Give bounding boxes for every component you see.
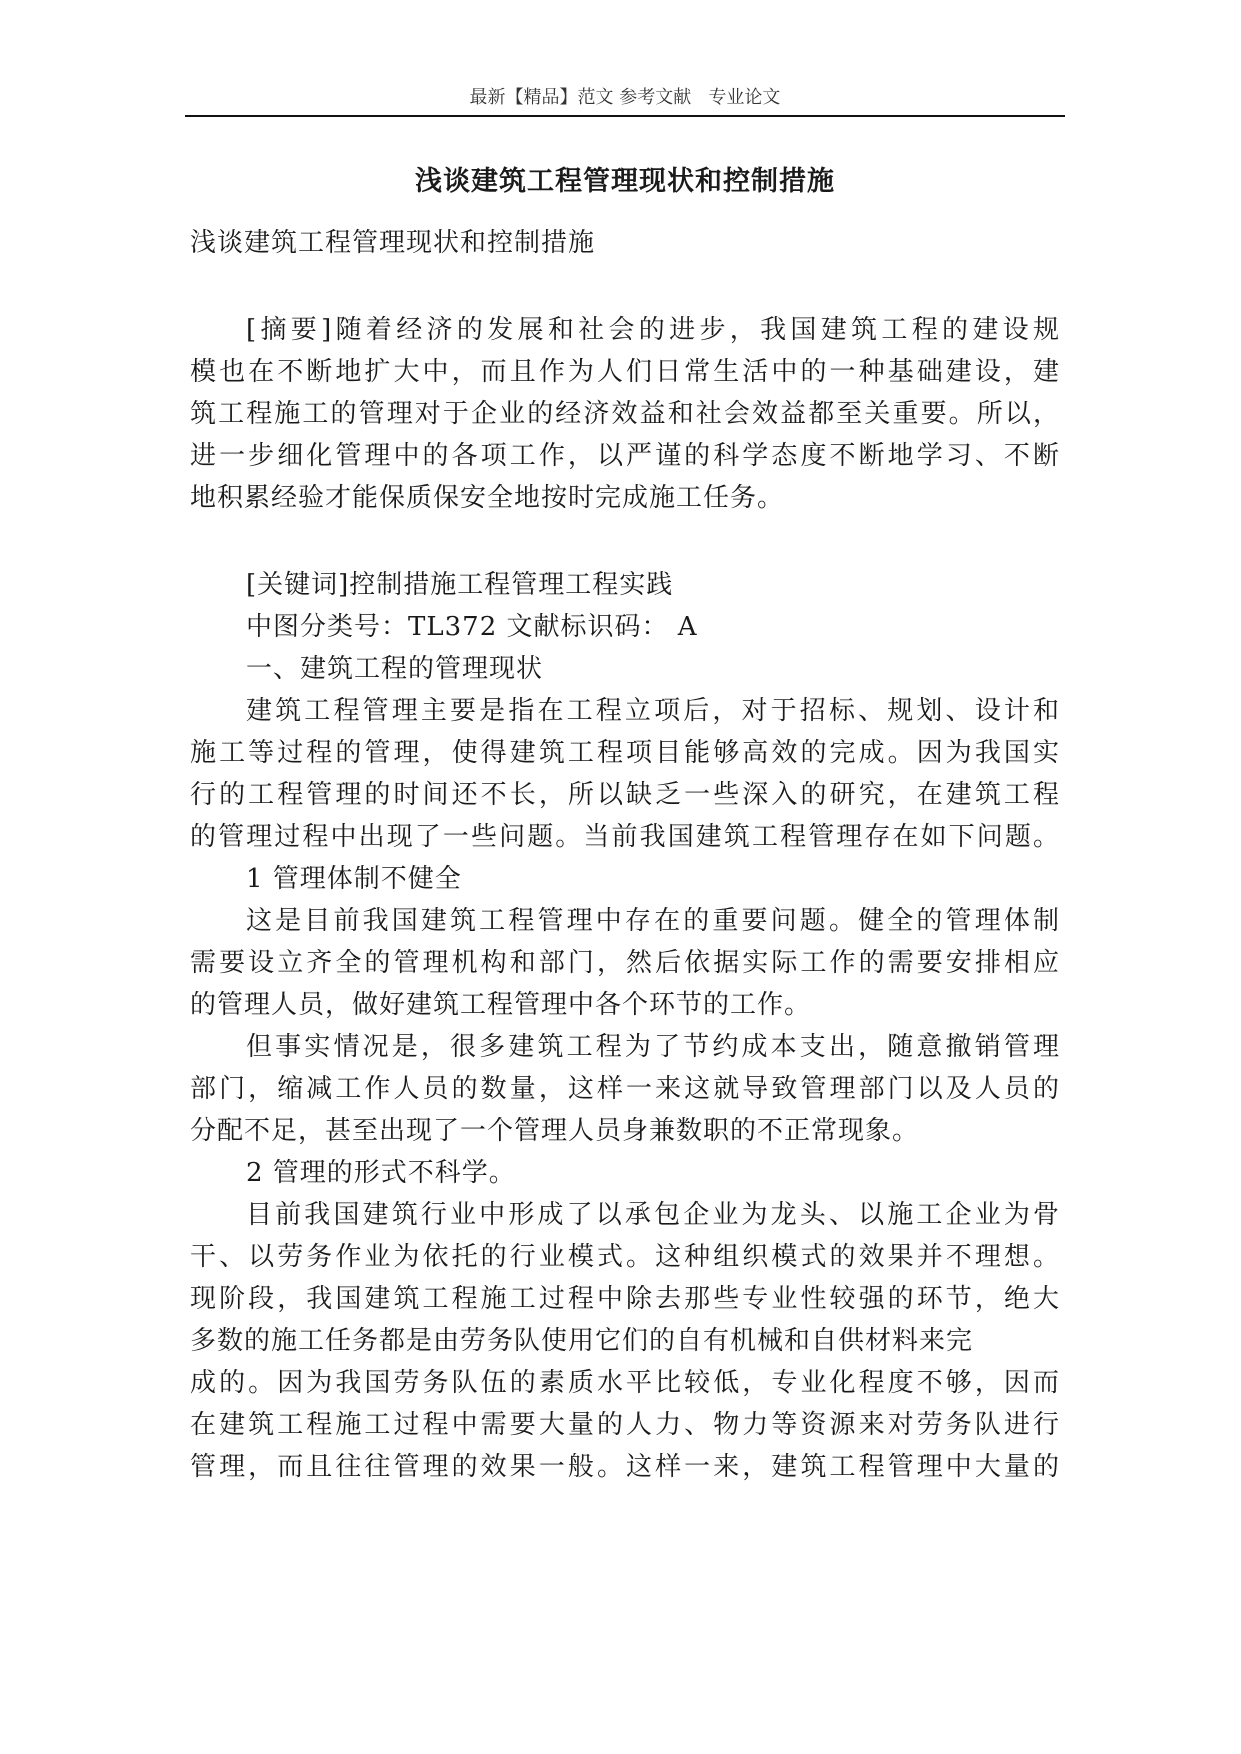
- header-rule: [185, 115, 1065, 117]
- body-line: 这是目前我国建筑工程管理中存在的重要问题。健全的管理体制: [246, 906, 1060, 936]
- body-line: 成的。因为我国劳务队伍的素质水平比较低，专业化程度不够，因而: [190, 1368, 1060, 1398]
- body-line: 管理，而且往往管理的效果一般。这样一来，建筑工程管理中大量的: [190, 1452, 1060, 1482]
- document-body: [190, 222, 1060, 1488]
- subsection-heading: 1 管理体制不健全: [246, 864, 462, 894]
- body-line: 但事实情况是，很多建筑工程为了节约成本支出，随意撤销管理: [246, 1032, 1060, 1062]
- body-line: 建筑工程管理主要是指在工程立项后，对于招标、规划、设计和: [246, 696, 1060, 726]
- body-line: 多数的施工任务都是由劳务队使用它们的自有机械和自供材料来完: [190, 1326, 974, 1356]
- body-line: 部门，缩减工作人员的数量，这样一来这就导致管理部门以及人员的: [190, 1074, 1060, 1104]
- section-heading: 一、建筑工程的管理现状: [246, 654, 544, 684]
- body-line: 现阶段，我国建筑工程施工过程中除去那些专业性较强的环节，绝大: [190, 1284, 1060, 1314]
- abstract-line: 模也在不断地扩大中，而且作为人们日常生活中的一种基础建设，建: [190, 357, 1060, 387]
- body-line: 的管理过程中出现了一些问题。当前我国建筑工程管理存在如下问题。: [190, 822, 1060, 852]
- body-line: 目前我国建筑行业中形成了以承包企业为龙头、以施工企业为骨: [246, 1200, 1060, 1230]
- body-line: 施工等过程的管理，使得建筑工程项目能够高效的完成。因为我国实: [190, 738, 1060, 768]
- body-line: 干、以劳务作业为依托的行业模式。这种组织模式的效果并不理想。: [190, 1242, 1060, 1272]
- classification-line: 中图分类号：TL372 文献标识码： A: [246, 612, 698, 642]
- abstract-line: 地积累经验才能保质保安全地按时完成施工任务。: [190, 483, 785, 513]
- body-line: 的管理人员，做好建筑工程管理中各个环节的工作。: [190, 990, 812, 1020]
- abstract-line: [摘要]随着经济的发展和社会的进步，我国建筑工程的建设规: [246, 315, 1060, 345]
- spacer: [190, 519, 1060, 564]
- abstract-line: 进一步细化管理中的各项工作，以严谨的科学态度不断地学习、不断: [190, 441, 1060, 471]
- abstract-line: 筑工程施工的管理对于企业的经济效益和社会效益都至关重要。所以，: [190, 399, 1060, 429]
- keywords-line: [关键词]控制措施工程管理工程实践: [246, 570, 674, 600]
- body-line: 需要设立齐全的管理机构和部门，然后依据实际工作的需要安排相应: [190, 948, 1060, 978]
- document-title: 浅谈建筑工程管理现状和控制措施: [415, 166, 835, 197]
- body-line: 在建筑工程施工过程中需要大量的人力、物力等资源来对劳务队进行: [190, 1410, 1060, 1440]
- page-header: 最新【精品】范文 参考文献 专业论文: [469, 87, 781, 108]
- spacer: [190, 264, 1060, 309]
- subtitle-line: 浅谈建筑工程管理现状和控制措施: [190, 228, 596, 258]
- body-line: 分配不足，甚至出现了一个管理人员身兼数职的不正常现象。: [190, 1116, 920, 1146]
- subsection-heading: 2 管理的形式不科学。: [246, 1158, 516, 1188]
- body-line: 行的工程管理的时间还不长，所以缺乏一些深入的研究，在建筑工程: [190, 780, 1060, 810]
